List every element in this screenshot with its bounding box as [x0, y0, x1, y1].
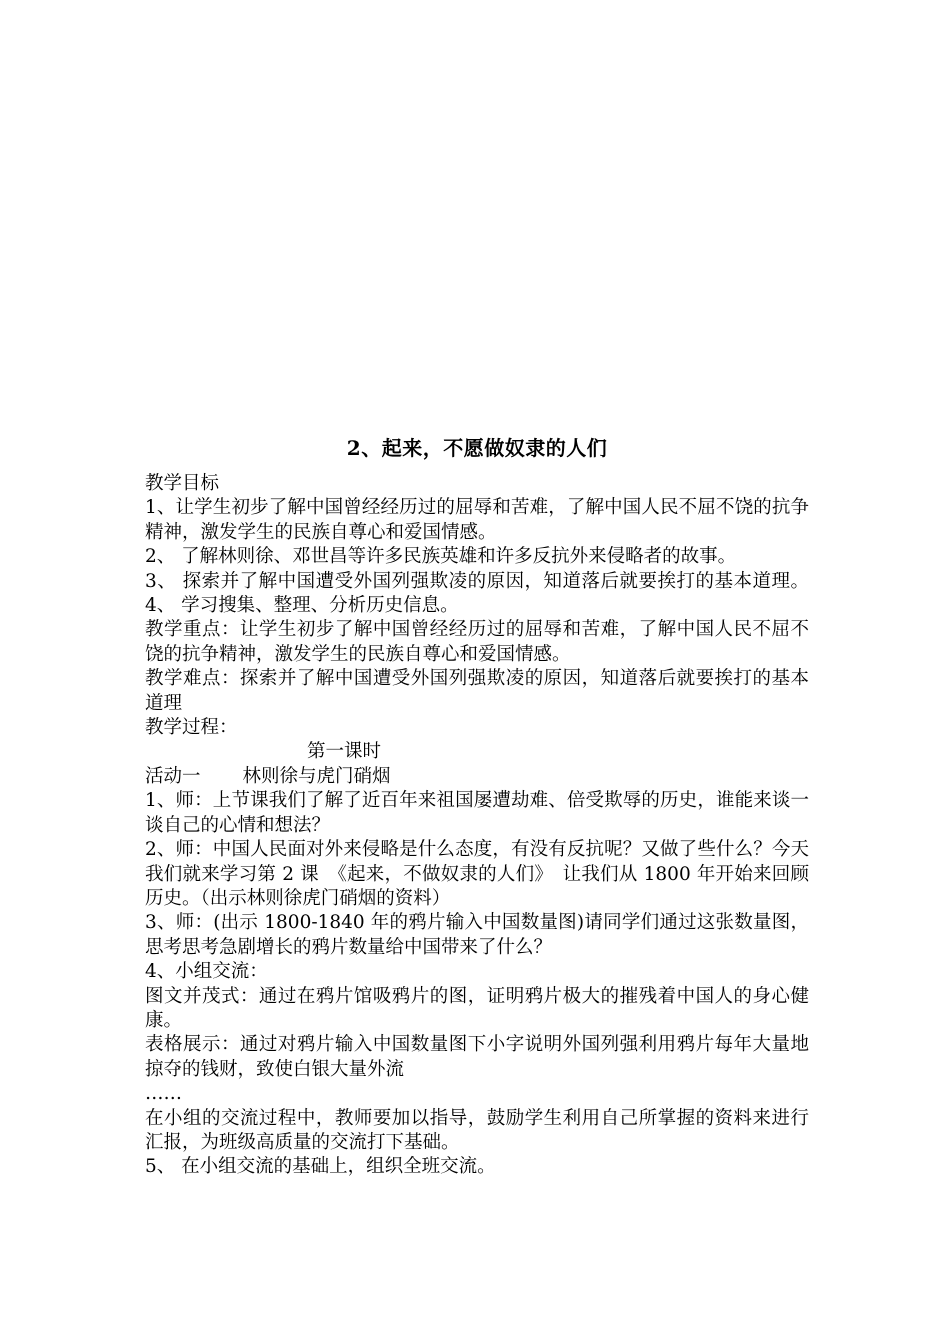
- ellipsis-line: ……: [145, 1083, 182, 1105]
- section-heading-objectives: 教学目标: [145, 473, 220, 494]
- objective-1: 1、让学生初步了解中国曾经经历过的屈辱和苦难，了解中国人民不屈不饶的抗争精神，激发学生的民族自尊心和爱国情感。: [145, 497, 809, 543]
- activity-label: 活动一: [145, 765, 201, 787]
- key-points: 教学重点：让学生初步了解中国曾经经历过的屈辱和苦难，了解中国人民不屈不饶的抗争精神，激发学生的民族自尊心和爱国情感。: [145, 619, 809, 665]
- section-heading-process: 教学过程：: [145, 717, 238, 739]
- activity-heading: [145, 765, 809, 789]
- teacher-guidance: 在小组的交流过程中，教师要加以指导，鼓励学生利用自己所掌握的资料来进行汇报，为班级高质量的交流打下基础。: [145, 1107, 809, 1153]
- document-content: [145, 432, 809, 1180]
- document-title: 2、起来，不愿做奴隶的人们: [346, 436, 608, 460]
- objective-2: 2、 了解林则徐、邓世昌等许多民族英雄和许多反抗外来侵略者的故事。: [145, 546, 737, 568]
- step-2: 2、师：中国人民面对外来侵略是什么态度，有没有反抗呢？又做了些什么？今天我们就来学习第 2 课 《起来，不做奴隶的人们》 让我们从 1800 年开始来回顾历史。（出示林则徐虎门硝烟的资料）: [145, 839, 809, 909]
- step-4: 4、小组交流：: [145, 961, 268, 983]
- lesson-heading: 第一课时: [307, 741, 382, 763]
- group-mode-table: 表格展示：通过对鸦片输入中国数量图下小字说明外国列强利用鸦片每年大量地掠夺的钱财，致使白银大量外流: [145, 1034, 809, 1080]
- step-1: 1、师：上节课我们了解了近百年来祖国屡遭劫难、倍受欺辱的历史，谁能来谈一谈自己的心情和想法？: [145, 790, 809, 836]
- step-3: 3、师：(出示 1800-1840 年的鸦片输入中国数量图)请同学们通过这张数量图，思考思考急剧增长的鸦片数量给中国带来了什么？: [145, 912, 809, 958]
- group-mode-illustrated: 图文并茂式：通过在鸦片馆吸鸦片的图，证明鸦片极大的摧残着中国人的身心健康。: [145, 985, 809, 1031]
- activity-title: 林则徐与虎门硝烟: [242, 765, 391, 787]
- difficult-points: 教学难点：探索并了解中国遭受外国列强欺凌的原因，知道落后就要挨打的基本道理: [145, 668, 809, 714]
- step-5: 5、 在小组交流的基础上，组织全班交流。: [145, 1156, 496, 1178]
- objective-3-4: 3、 探索并了解中国遭受外国列强欺凌的原因，知道落后就要挨打的基本道理。4、 学习搜集、整理、分析历史信息。: [145, 570, 809, 617]
- document-body: [145, 472, 809, 1180]
